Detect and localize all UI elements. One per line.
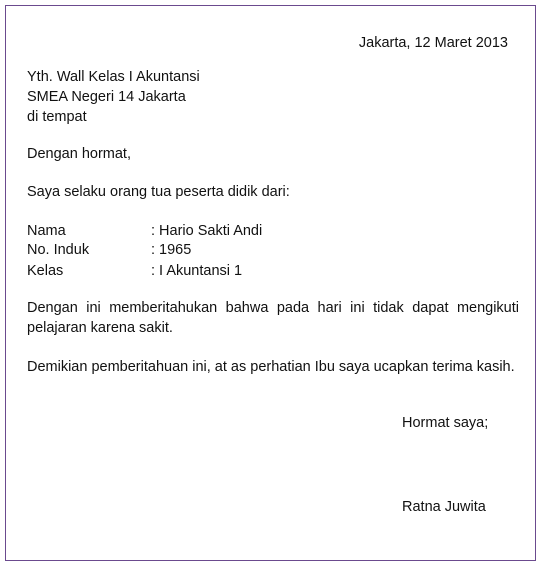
intro-text: Saya selaku orang tua peserta didik dari: [27, 184, 290, 200]
field-value-kelas: : I Akuntansi 1 [151, 263, 243, 279]
recipient-line-1: Yth. Wall Kelas I Akuntansi [27, 69, 200, 85]
recipient-line-3: di tempat [27, 109, 87, 125]
closing: Hormat saya; [402, 415, 489, 431]
field-label-kelas: Kelas [27, 263, 64, 279]
field-label-no-induk: No. Induk [27, 242, 90, 258]
signature-name: Ratna Juwita [402, 499, 486, 515]
field-value-no-induk: : 1965 [151, 242, 192, 258]
greeting: Dengan hormat, [27, 146, 131, 162]
recipient-line-2: SMEA Negeri 14 Jakarta [27, 89, 186, 105]
letter-frame [5, 5, 536, 561]
body-paragraph-1: Dengan ini memberitahukan bahwa pada hari ini tidak dapat mengikuti pelajaran karena sakit. [27, 300, 519, 336]
field-value-nama: : Hario Sakti Andi [151, 223, 263, 239]
field-label-nama: Nama [27, 223, 66, 239]
body-paragraph-2: Demikian pemberitahuan ini, at as perhatian Ibu saya ucapkan terima kasih. [27, 359, 515, 375]
letter-date: Jakarta, 12 Maret 2013 [358, 35, 508, 51]
